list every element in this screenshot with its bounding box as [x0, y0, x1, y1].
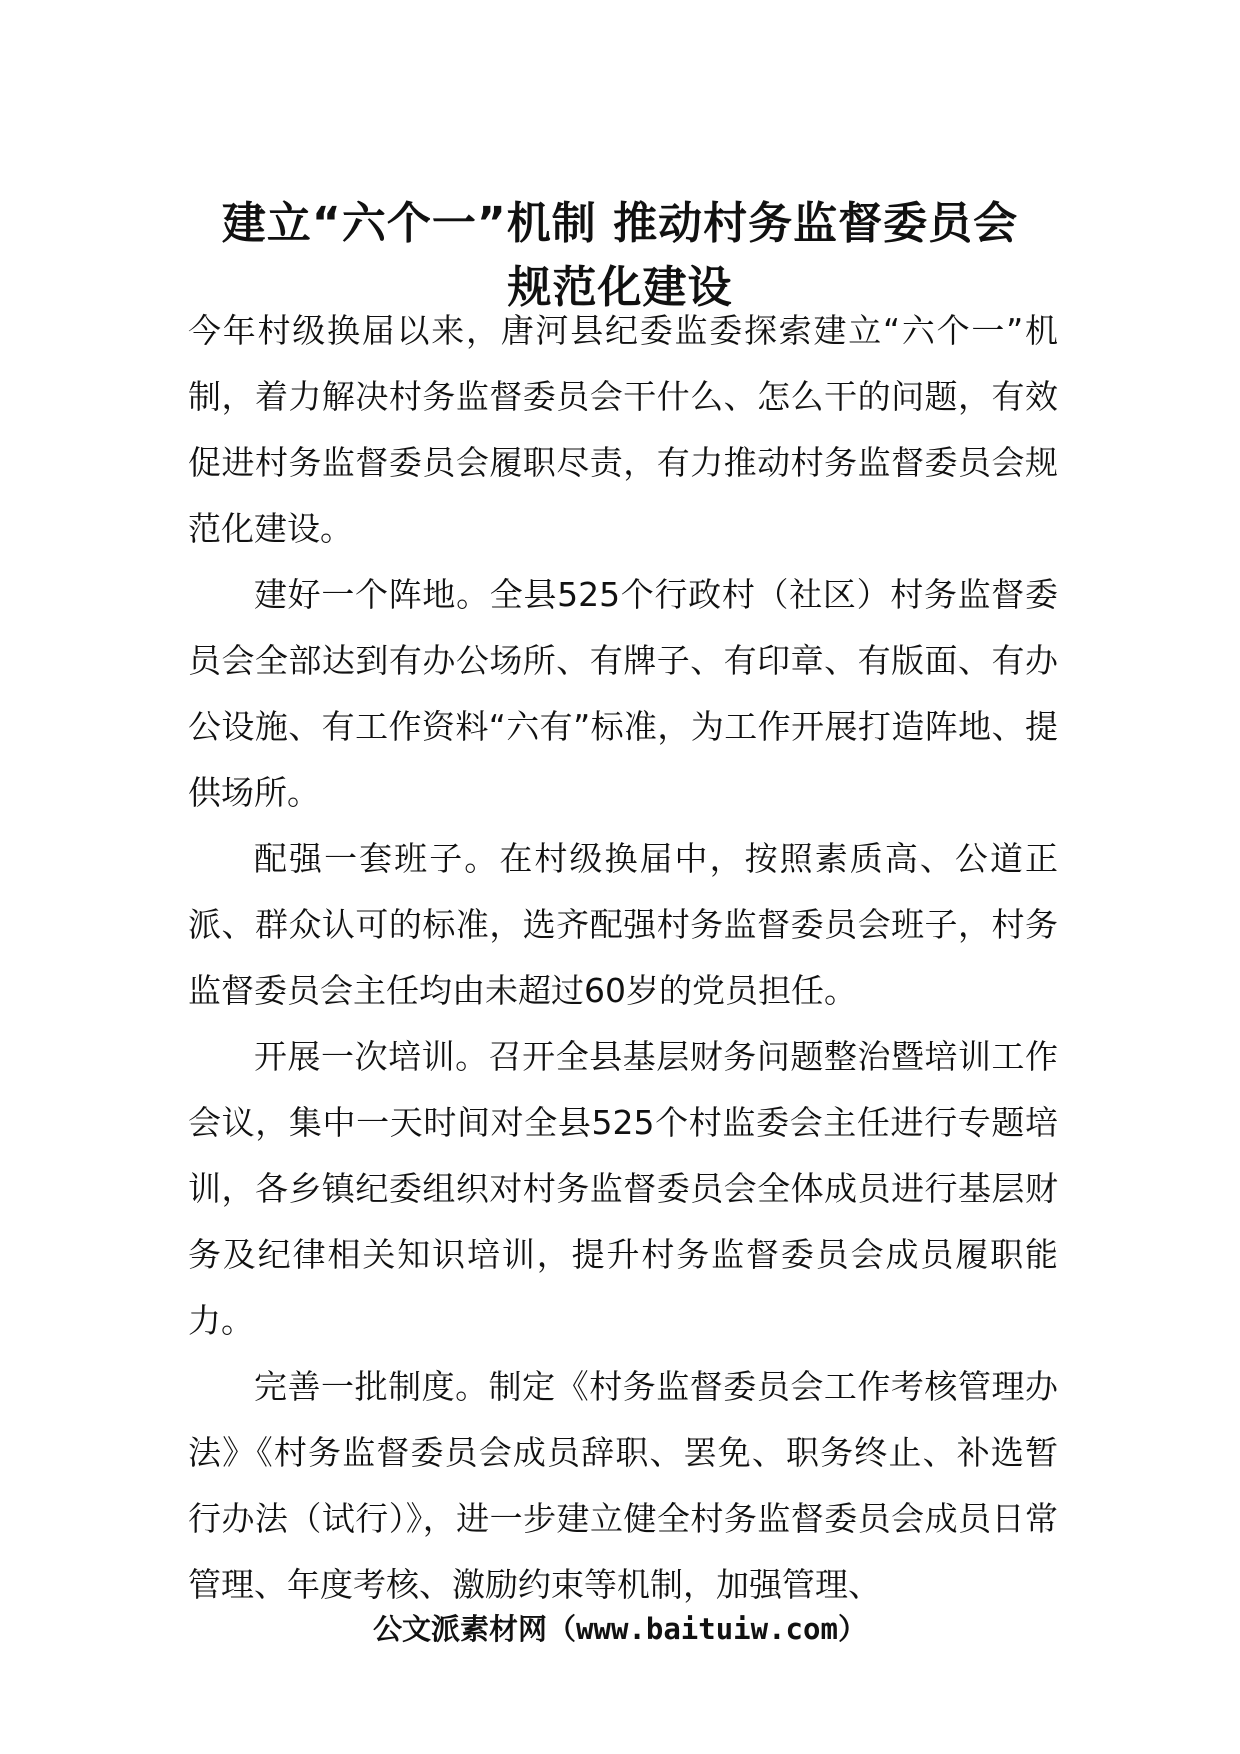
paragraph-team: 配强一套班子。在村级换届中，按照素质高、公道正派、群众认可的标准，选齐配强村务监督委员会班子，村务监督委员会主任均由未超过60岁的党员担任。: [188, 839, 1058, 1010]
paragraph-intro: 今年村级换届以来，唐河县纪委监委探索建立“六个一”机制，着力解决村务监督委员会干什么、怎么干的问题，有效促进村务监督委员会履职尽责，有力推动村务监督委员会规范化建设。: [188, 311, 1058, 548]
title-line-2: 规范化建设: [507, 262, 733, 314]
title-line-1: 建立“六个一”机制 推动村务监督委员会: [221, 198, 1019, 250]
paragraph-position: 建好一个阵地。全县525个行政村（社区）村务监督委员会全部达到有办公场所、有牌子、有印章、有版面、有办公设施、有工作资料“六有”标准，为工作开展打造阵地、提供场所。: [188, 575, 1058, 812]
paragraph-training: 开展一次培训。召开全县基层财务问题整治暨培训工作会议，集中一天时间对全县525个村监委会主任进行专题培训，各乡镇纪委组织对村务监督委员会全体成员进行基层财务及纪律相关知识培训，提升村务监督委员会成员履职能力。: [188, 1037, 1058, 1340]
paragraph-rules: 完善一批制度。制定《村务监督委员会工作考核管理办法》《村务监督委员会成员辞职、罢免、职务终止、补选暂行办法（试行）》，进一步建立健全村务监督委员会成员日常管理、年度考核、激励约束等机制，加强管理、: [188, 1367, 1058, 1604]
source-footer: 公文派素材网（www.baituiw.com）: [373, 1612, 867, 1646]
document-body: [188, 298, 1058, 1618]
